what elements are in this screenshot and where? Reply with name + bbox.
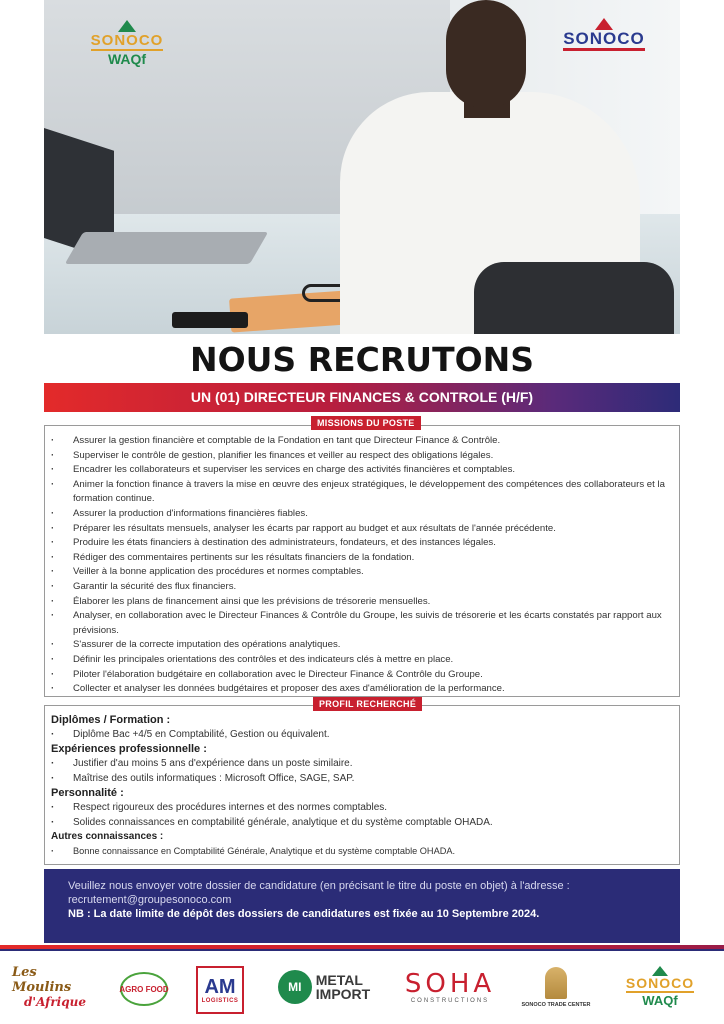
list-item: · Garantir la sécurité des flux financiers. [51,580,669,595]
diplomes-list [51,728,669,742]
list-item: · Produire les états financiers à destination des administrateurs, fondateurs, et des instances légales. [51,536,669,551]
contact-panel [44,869,680,943]
sonoco-waqf-logo [78,20,176,67]
divider-blue [0,949,724,951]
am-sub: LOGISTICS [201,998,239,1004]
mi-badge-icon: MI [278,970,312,1004]
footer-sonoco-waqf-logo [618,958,702,1016]
metal-line2: IMPORT [315,986,371,1002]
person-trousers [474,262,674,334]
tower-icon [545,967,567,999]
list-item: · Justifier d'au moins 5 ans d'expérience dans un poste similaire. [51,757,669,771]
list-item: · Solides connaissances en comptabilité générale, analytique et du système comptable OHADA. [51,816,669,830]
soha-constructions-logo [404,958,496,1016]
list-item: · Bonne connaissance en Comptabilité Générale, Analytique et du système comptable OHADA. [51,844,669,858]
list-item: · Analyser, en collaboration avec le Directeur Finances & Contrôle du Groupe, les suivis de trésorerie et les écarts constatés par rapport aux prévisions. [51,609,669,638]
list-item: · Assurer la gestion financière et comptable de la Fondation en tant que Directeur Finance & Contrôle. [51,434,669,449]
laptop-keyboard [65,232,268,264]
agro-food-logo [120,972,168,1006]
personnalite-list [51,801,669,830]
logo-name: SONOCO [90,32,164,49]
waqf-name: SONOCO [625,975,695,991]
contact-email: recrutement@groupesonoco.com [68,894,232,906]
autres-list [51,844,669,858]
list-item: · Maîtrise des outils informatiques : Microsoft Office, SAGE, SAP. [51,772,669,786]
list-item: · S'assurer de la correcte imputation des opérations analytiques. [51,638,669,653]
experiences-list [51,757,669,786]
position-banner: UN (01) DIRECTEUR FINANCES & CONTROLE (H/F) [44,383,680,412]
profil-label: PROFIL RECHERCHÉ [313,697,422,711]
profil-box [44,705,680,865]
am-logistics-logo [196,966,244,1014]
list-item: · Diplôme Bac +4/5 en Comptabilité, Gestion ou équivalent. [51,728,669,742]
logo-sub: WAQf [107,51,147,67]
triangle-icon [118,20,136,32]
autres-title: Autres connaissances : [51,831,164,843]
moulins-afrique-logo [12,958,98,1016]
deadline-note: NB : La date limite de dépôt des dossiers de candidatures est fixée au 10 Septembre 2024. [68,908,540,920]
moulins-line1: Les Moulins [12,965,72,995]
sonoco-logo [552,18,656,51]
experiences-title: Expériences professionnelle : [51,743,207,756]
list-item: · Respect rigoureux des procédures internes et des normes comptables. [51,801,669,815]
personnalite-title: Personnalité : [51,787,124,800]
metal-line1: METAL [315,972,363,988]
list-item: · Veiller à la bonne application des procédures et normes comptables. [51,565,669,580]
list-item: · Élaborer les plans de financement ainsi que les prévisions de trésorerie mensuelles. [51,595,669,610]
phone [172,312,248,328]
agro-line2: FOOD [145,984,169,994]
waqf-sub: WAQf [642,993,678,1008]
metal-import-text [316,973,370,1001]
moulins-line2: d'Afrique [24,995,86,1009]
contact-instructions: Veuillez nous envoyer votre dossier de candidature (en précisant le titre du poste en objet) à l'adresse : [68,880,570,892]
missions-label: MISSIONS DU POSTE [311,416,421,430]
list-item: · Superviser le contrôle de gestion, planifier les finances et veiller au respect des obligations légales. [51,449,669,464]
list-item: · Définir les principales orientations des contrôles et des indicateurs clés à mettre en place. [51,653,669,668]
metal-import-logo [272,958,376,1016]
list-item: · Encadrer les collaborateurs et superviser les services en charge des activités financières et comptables. [51,463,669,478]
person-head [446,0,526,108]
soha-sub: CONSTRUCTIONS [410,998,490,1004]
list-item: · Rédiger des commentaires pertinents sur les résultats financiers de la fondation. [51,551,669,566]
logo-name: SONOCO [563,30,645,51]
list-item: · Préparer les résultats mensuels, analyser les écarts par rapport au budget et aux résultats de l'année précédente. [51,522,669,537]
sonoco-trade-center-logo [516,958,596,1016]
headline: NOUS RECRUTONS [189,340,535,379]
list-item: · Assurer la production d'informations financières fiables. [51,507,669,522]
list-item: · Collecter et analyser les données budgétaires et proposer des axes d'amélioration de la performance. [51,682,669,697]
list-item: · Animer la fonction finance à travers la mise en œuvre des enjeux stratégiques, le développement des compétences des collaborateurs et la formation continue. [51,478,669,507]
am-mark: AM [204,976,236,998]
agro-line1: AGRO [119,984,144,994]
trade-label: SONOCO TRADE CENTER [521,1001,591,1008]
footer-logos [0,958,724,1018]
soha-mark: SOHA [404,969,496,999]
diplomes-title: Diplômes / Formation : [51,714,171,726]
missions-box [44,425,680,697]
list-item: · Piloter l'élaboration budgétaire en collaboration avec le Directeur Finance & Contrôle du Groupe. [51,668,669,683]
missions-list [51,434,669,697]
